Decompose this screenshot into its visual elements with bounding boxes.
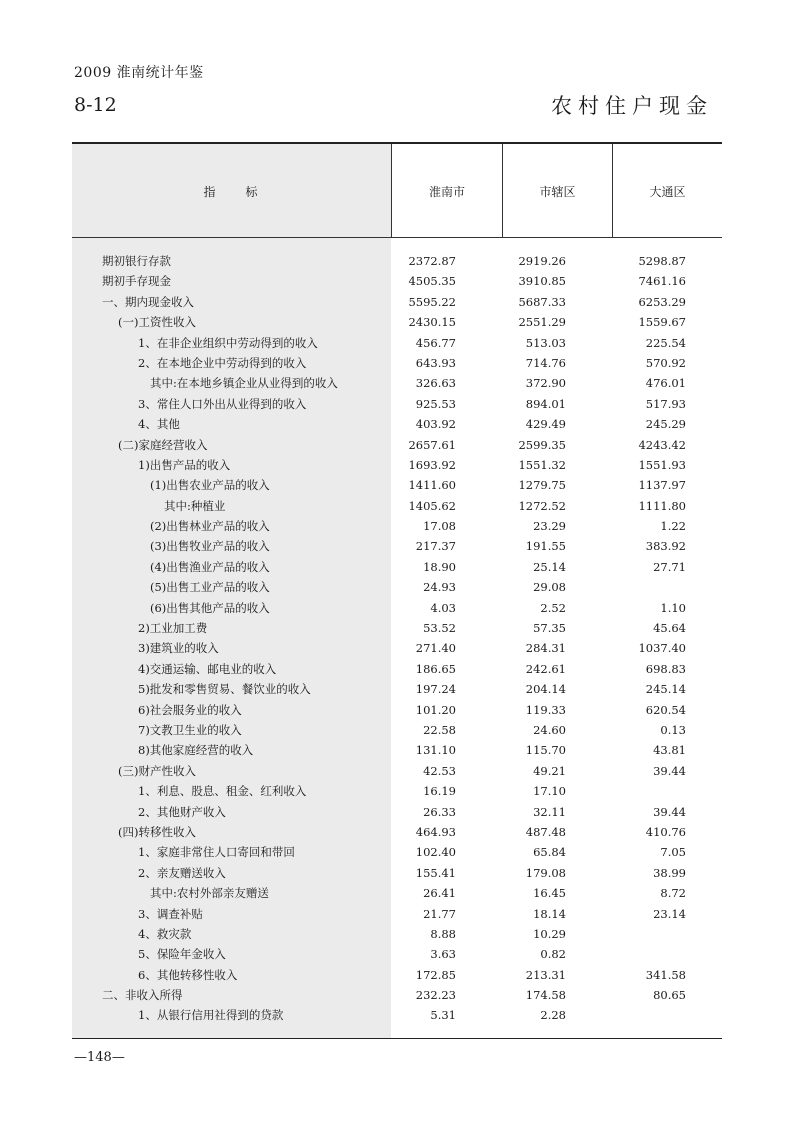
value-datong-district: 0.13 (660, 722, 686, 737)
table-row (72, 781, 722, 801)
table-row (72, 333, 722, 353)
value-huainan-city: 925.53 (415, 396, 456, 411)
table-row (72, 822, 722, 842)
value-city-districts: 17.10 (533, 784, 566, 799)
table-row (72, 557, 722, 577)
row-label: 2、亲友赠送收入 (138, 865, 226, 880)
row-label: (5)出售工业产品的收入 (150, 580, 270, 595)
row-label: 7)文教卫生业的收入 (138, 722, 242, 737)
value-city-districts: 0.82 (540, 947, 566, 962)
header-indicator: 指 标 (203, 184, 260, 199)
value-city-districts: 429.49 (525, 417, 566, 432)
header-city-districts: 市辖区 (539, 184, 576, 199)
value-datong-district: 7461.16 (638, 274, 686, 289)
value-city-districts: 1551.32 (518, 457, 566, 472)
value-city-districts: 65.84 (533, 845, 566, 860)
row-label: 3、调查补贴 (138, 906, 203, 921)
row-label: 2、在本地企业中劳动得到的收入 (138, 355, 307, 370)
value-city-districts: 115.70 (525, 743, 566, 758)
value-city-districts: 10.29 (533, 926, 566, 941)
value-datong-district: 4243.42 (638, 437, 686, 452)
value-city-districts: 1272.52 (518, 498, 566, 513)
value-city-districts: 23.29 (533, 519, 566, 534)
table-row (72, 353, 722, 373)
value-huainan-city: 326.63 (415, 376, 456, 391)
row-label: 8)其他家庭经营的收入 (138, 743, 254, 758)
value-city-districts: 174.58 (525, 988, 566, 1003)
header-datong-district: 大通区 (649, 184, 686, 199)
value-datong-district: 1.10 (660, 600, 686, 615)
table-row (72, 924, 722, 944)
value-city-districts: 714.76 (525, 355, 566, 370)
table-body (72, 251, 722, 1026)
row-label: (6)出售其他产品的收入 (150, 600, 270, 615)
value-city-districts: 29.08 (533, 580, 566, 595)
value-datong-district: 476.01 (645, 376, 686, 391)
row-label: (三)财产性收入 (118, 763, 196, 778)
table-row (72, 761, 722, 781)
value-city-districts: 191.55 (525, 539, 566, 554)
row-label: (四)转移性收入 (118, 824, 196, 839)
value-datong-district: 5298.87 (638, 254, 686, 268)
table-row (72, 394, 722, 414)
row-label: (4)出售渔业产品的收入 (150, 559, 270, 574)
value-city-districts: 204.14 (525, 682, 566, 697)
table-row (72, 1005, 722, 1025)
value-city-districts: 894.01 (525, 396, 566, 411)
statistics-table (72, 142, 722, 1039)
row-label: (二)家庭经营收入 (118, 437, 208, 452)
table-row (72, 455, 722, 475)
value-huainan-city: 17.08 (423, 519, 456, 534)
value-datong-district: 27.71 (653, 559, 686, 574)
row-label: 期初银行存款 (102, 254, 171, 268)
value-huainan-city: 102.40 (415, 845, 456, 860)
row-label: 6、其他转移性收入 (138, 967, 238, 982)
value-city-districts: 24.60 (533, 722, 566, 737)
row-label: 1、家庭非常住人口寄回和带回 (138, 845, 295, 860)
value-city-districts: 1279.75 (518, 478, 566, 493)
value-city-districts: 284.31 (525, 641, 566, 656)
value-datong-district: 410.76 (645, 824, 686, 839)
table-row (72, 863, 722, 883)
value-datong-district: 1.22 (660, 519, 686, 534)
value-huainan-city: 172.85 (415, 967, 456, 982)
value-huainan-city: 2657.61 (408, 437, 456, 452)
value-city-districts: 2919.26 (518, 254, 566, 268)
value-datong-district: 45.64 (653, 621, 686, 636)
table-row (72, 496, 722, 516)
table-row (72, 985, 722, 1005)
table-row (72, 618, 722, 638)
row-label: 4、救灾款 (138, 926, 192, 941)
table-row (72, 577, 722, 597)
value-city-districts: 179.08 (525, 865, 566, 880)
value-huainan-city: 271.40 (415, 641, 456, 656)
row-label: 2)工业加工费 (138, 621, 208, 636)
value-datong-district: 341.58 (645, 967, 686, 982)
value-datong-district: 383.92 (645, 539, 686, 554)
value-huainan-city: 3.63 (430, 947, 456, 962)
table-bottom-rule (72, 1038, 722, 1039)
row-label: 1、在非企业组织中劳动得到的收入 (138, 335, 318, 350)
table-row (72, 842, 722, 862)
value-city-districts: 2.52 (540, 600, 566, 615)
value-huainan-city: 26.33 (423, 804, 456, 819)
value-huainan-city: 16.19 (423, 784, 456, 799)
table-row (72, 802, 722, 822)
value-city-districts: 372.90 (525, 376, 566, 391)
row-label: 其中:农村外部亲友赠送 (150, 886, 269, 901)
row-label: 2、其他财产收入 (138, 804, 226, 819)
value-city-districts: 16.45 (533, 886, 566, 901)
value-city-districts: 49.21 (533, 763, 566, 778)
value-huainan-city: 131.10 (415, 743, 456, 758)
row-label: 期初手存现金 (102, 274, 171, 289)
row-label: 4、其他 (138, 417, 180, 432)
value-city-districts: 32.11 (533, 804, 566, 819)
row-label: 其中:在本地乡镇企业从业得到的收入 (150, 376, 338, 391)
row-label: (1)出售农业产品的收入 (150, 478, 270, 493)
row-label: 1、利息、股息、租金、红利收入 (138, 784, 307, 799)
value-datong-district: 620.54 (645, 702, 686, 717)
table-row (72, 292, 722, 312)
value-huainan-city: 232.23 (415, 988, 456, 1003)
table-row (72, 944, 722, 964)
value-huainan-city: 4505.35 (408, 274, 456, 289)
value-huainan-city: 217.37 (415, 539, 456, 554)
row-label: 4)交通运输、邮电业的收入 (138, 661, 277, 676)
value-city-districts: 242.61 (525, 661, 566, 676)
table-row (72, 373, 722, 393)
value-city-districts: 57.35 (533, 621, 566, 636)
value-huainan-city: 643.93 (415, 355, 456, 370)
value-datong-district: 517.93 (645, 396, 686, 411)
value-huainan-city: 8.88 (430, 926, 456, 941)
table-row (72, 965, 722, 985)
row-label: 3)建筑业的收入 (138, 641, 219, 656)
value-datong-district: 1111.80 (638, 498, 686, 513)
section-title: 农村住户现金 (551, 94, 713, 118)
value-huainan-city: 42.53 (423, 763, 456, 778)
value-huainan-city: 186.65 (415, 661, 456, 676)
table-row (72, 414, 722, 434)
value-datong-district: 698.83 (645, 661, 686, 676)
value-huainan-city: 53.52 (423, 621, 456, 636)
table-row (72, 251, 722, 271)
value-city-districts: 18.14 (533, 906, 566, 921)
value-datong-district: 225.54 (645, 335, 686, 350)
row-label: 5)批发和零售贸易、餐饮业的收入 (138, 682, 311, 697)
value-huainan-city: 456.77 (415, 335, 456, 350)
value-huainan-city: 4.03 (430, 600, 456, 615)
value-huainan-city: 2372.87 (408, 254, 456, 268)
value-datong-district: 8.72 (660, 886, 686, 901)
value-datong-district: 43.81 (653, 743, 686, 758)
row-label: (3)出售牧业产品的收入 (150, 539, 270, 554)
value-datong-district: 1137.97 (638, 478, 686, 493)
table-row (72, 271, 722, 291)
value-city-districts: 2551.29 (518, 315, 566, 330)
value-city-districts: 25.14 (533, 559, 566, 574)
table-row (72, 516, 722, 536)
table-number: 8-12 (74, 94, 117, 116)
value-huainan-city: 24.93 (423, 580, 456, 595)
value-huainan-city: 403.92 (415, 417, 456, 432)
value-datong-district: 1037.40 (638, 641, 686, 656)
row-label: (2)出售林业产品的收入 (150, 519, 270, 534)
row-label: 一、期内现金收入 (102, 294, 194, 309)
value-datong-district: 1551.93 (638, 457, 686, 472)
page-number: —148— (74, 1050, 125, 1065)
value-datong-district: 245.14 (645, 682, 686, 697)
value-city-districts: 213.31 (525, 967, 566, 982)
row-label: 二、非收入所得 (102, 988, 183, 1003)
value-huainan-city: 464.93 (415, 824, 456, 839)
value-city-districts: 513.03 (525, 335, 566, 350)
value-huainan-city: 101.20 (415, 702, 456, 717)
value-datong-district: 23.14 (653, 906, 686, 921)
value-datong-district: 245.29 (645, 417, 686, 432)
row-label: 1)出售产品的收入 (138, 457, 231, 472)
value-huainan-city: 21.77 (423, 906, 456, 921)
value-huainan-city: 1693.92 (408, 457, 456, 472)
table-row (72, 679, 722, 699)
value-huainan-city: 2430.15 (408, 315, 456, 330)
value-city-districts: 3910.85 (518, 274, 566, 289)
value-datong-district: 6253.29 (638, 294, 686, 309)
value-datong-district: 7.05 (660, 845, 686, 860)
row-label: 其中:种植业 (164, 498, 226, 513)
table-row (72, 312, 722, 332)
value-huainan-city: 1411.60 (408, 478, 456, 493)
table-row (72, 475, 722, 495)
table-row (72, 659, 722, 679)
value-huainan-city: 26.41 (423, 886, 456, 901)
value-city-districts: 2599.35 (518, 437, 566, 452)
row-label: (一)工资性收入 (118, 315, 196, 330)
header-huainan-city: 淮南市 (428, 184, 465, 199)
value-city-districts: 5687.33 (518, 294, 566, 309)
value-datong-district: 39.44 (653, 804, 686, 819)
table-row (72, 700, 722, 720)
value-datong-district: 1559.67 (638, 315, 686, 330)
value-huainan-city: 197.24 (415, 682, 456, 697)
row-label: 1、从银行信用社得到的贷款 (138, 1008, 284, 1023)
row-label: 3、常住人口外出从业得到的收入 (138, 396, 307, 411)
value-city-districts: 487.48 (525, 824, 566, 839)
table-row (72, 638, 722, 658)
value-huainan-city: 18.90 (423, 559, 456, 574)
value-huainan-city: 1405.62 (408, 498, 456, 513)
table-row (72, 740, 722, 760)
value-datong-district: 570.92 (645, 355, 686, 370)
row-label: 6)社会服务业的收入 (138, 702, 242, 717)
value-datong-district: 39.44 (653, 763, 686, 778)
row-label: 5、保险年金收入 (138, 947, 226, 962)
value-datong-district: 80.65 (653, 988, 686, 1003)
table-row (72, 904, 722, 924)
value-huainan-city: 5.31 (430, 1008, 456, 1023)
value-huainan-city: 155.41 (415, 865, 456, 880)
value-city-districts: 119.33 (525, 702, 566, 717)
table-row (72, 720, 722, 740)
value-city-districts: 2.28 (540, 1008, 566, 1023)
value-datong-district: 38.99 (653, 865, 686, 880)
table-row (72, 883, 722, 903)
table-row (72, 435, 722, 455)
value-huainan-city: 22.58 (423, 722, 456, 737)
table-row (72, 598, 722, 618)
table-row (72, 536, 722, 556)
yearbook-title: 2009 淮南统计年鉴 (74, 65, 204, 81)
value-huainan-city: 5595.22 (408, 294, 456, 309)
